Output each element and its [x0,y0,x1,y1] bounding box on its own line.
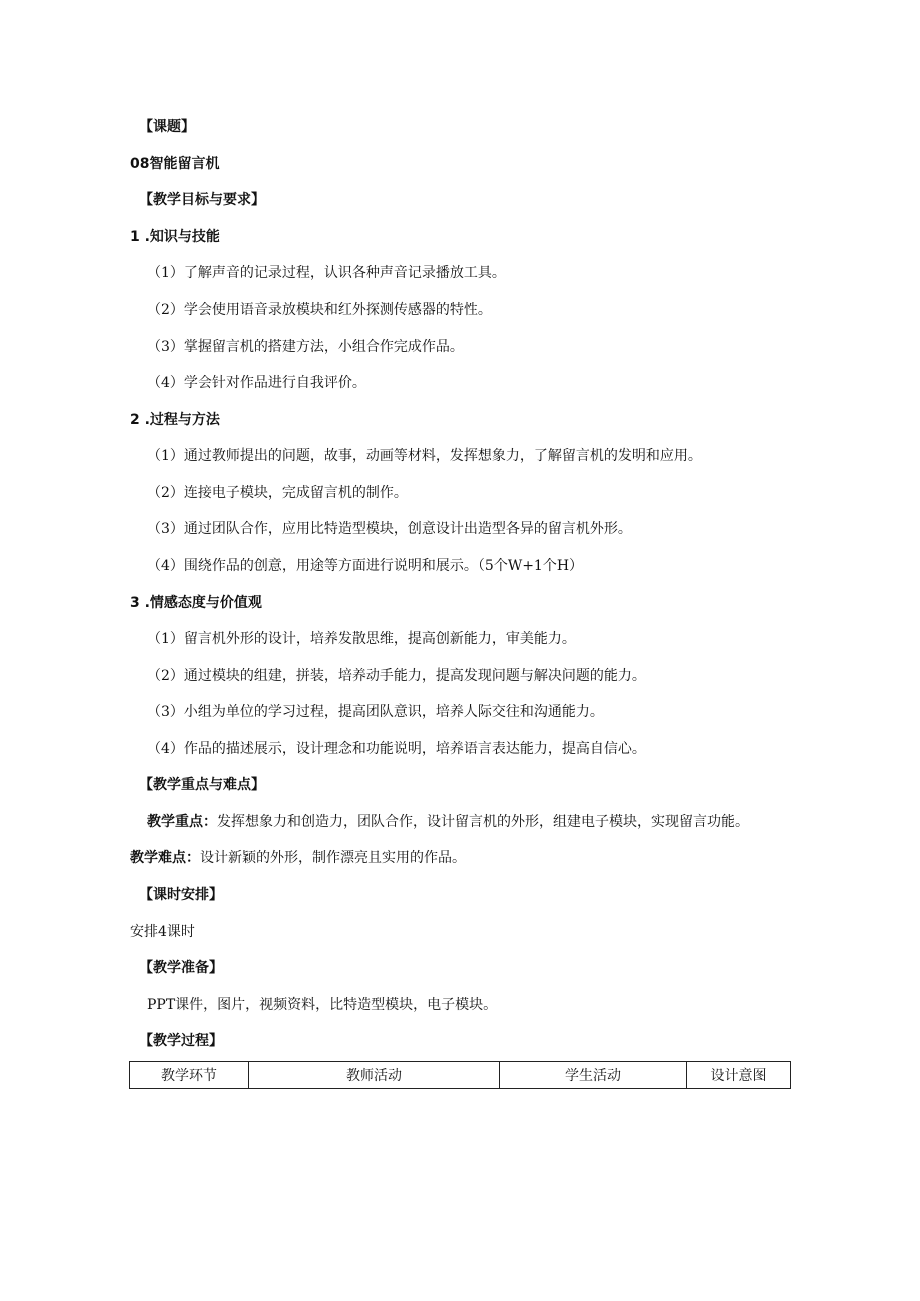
process-table [129,1061,791,1089]
schedule-text: 安排4课时 [130,924,195,940]
table-header-cell: 学生活动 [500,1062,687,1089]
key-point [147,812,749,832]
key-point-text: 发挥想象力和创造力，团队合作，设计留言机的外形，组建电子模块，实现留言功能。 [217,814,749,830]
list-item: （3）掌握留言机的搭建方法，小组合作完成作品。 [147,339,464,355]
section-title: 2 .过程与方法 [130,412,220,428]
topic-title: 08智能留言机 [130,156,220,172]
list-item: （1）通过教师提出的问题，故事，动画等材料，发挥想象力，了解留言机的发明和应用。 [147,448,702,464]
list-item: （4）作品的描述展示，设计理念和功能说明，培养语言表达能力，提高自信心。 [147,741,646,757]
key-heading: 【教学重点与难点】 [139,777,265,793]
list-item: （2）通过模块的组建，拼装，培养动手能力，提高发现问题与解决问题的能力。 [147,668,646,684]
section-title: 3 .情感态度与价值观 [130,595,262,611]
list-item: （2）学会使用语音录放模块和红外探测传感器的特性。 [147,302,492,318]
list-item: （2）连接电子模块，完成留言机的制作。 [147,485,408,501]
process-heading: 【教学过程】 [139,1033,223,1049]
prep-text: PPT课件，图片，视频资料，比特造型模块，电子模块。 [147,997,498,1013]
table-header-row [130,1062,791,1089]
schedule-heading: 【课时安排】 [139,887,223,903]
prep-heading: 【教学准备】 [139,960,223,976]
table-header-cell: 设计意图 [687,1062,791,1089]
list-item: （3）小组为单位的学习过程，提高团队意识，培养人际交往和沟通能力。 [147,704,604,720]
difficult-point [130,848,466,868]
difficult-point-text: 设计新颖的外形，制作漂亮且实用的作品。 [200,850,466,866]
list-item: （1）留言机外形的设计，培养发散思维，提高创新能力，审美能力。 [147,631,576,647]
list-item: （1）了解声音的记录过程，认识各种声音记录播放工具。 [147,265,506,281]
section-title: 1 .知识与技能 [130,229,220,245]
list-item: （3）通过团队合作，应用比特造型模块，创意设计出造型各异的留言机外形。 [147,521,632,537]
table-header-cell: 教师活动 [249,1062,500,1089]
table-header-cell: 教学环节 [130,1062,249,1089]
difficult-point-label: 教学难点： [130,850,200,866]
list-item: （4）围绕作品的创意，用途等方面进行说明和展示。（5个W+1个H） [147,558,584,574]
list-item: （4）学会针对作品进行自我评价。 [147,375,366,391]
topic-heading: 【课题】 [139,119,195,135]
key-point-label: 教学重点： [147,814,217,830]
objectives-heading: 【教学目标与要求】 [139,192,265,208]
